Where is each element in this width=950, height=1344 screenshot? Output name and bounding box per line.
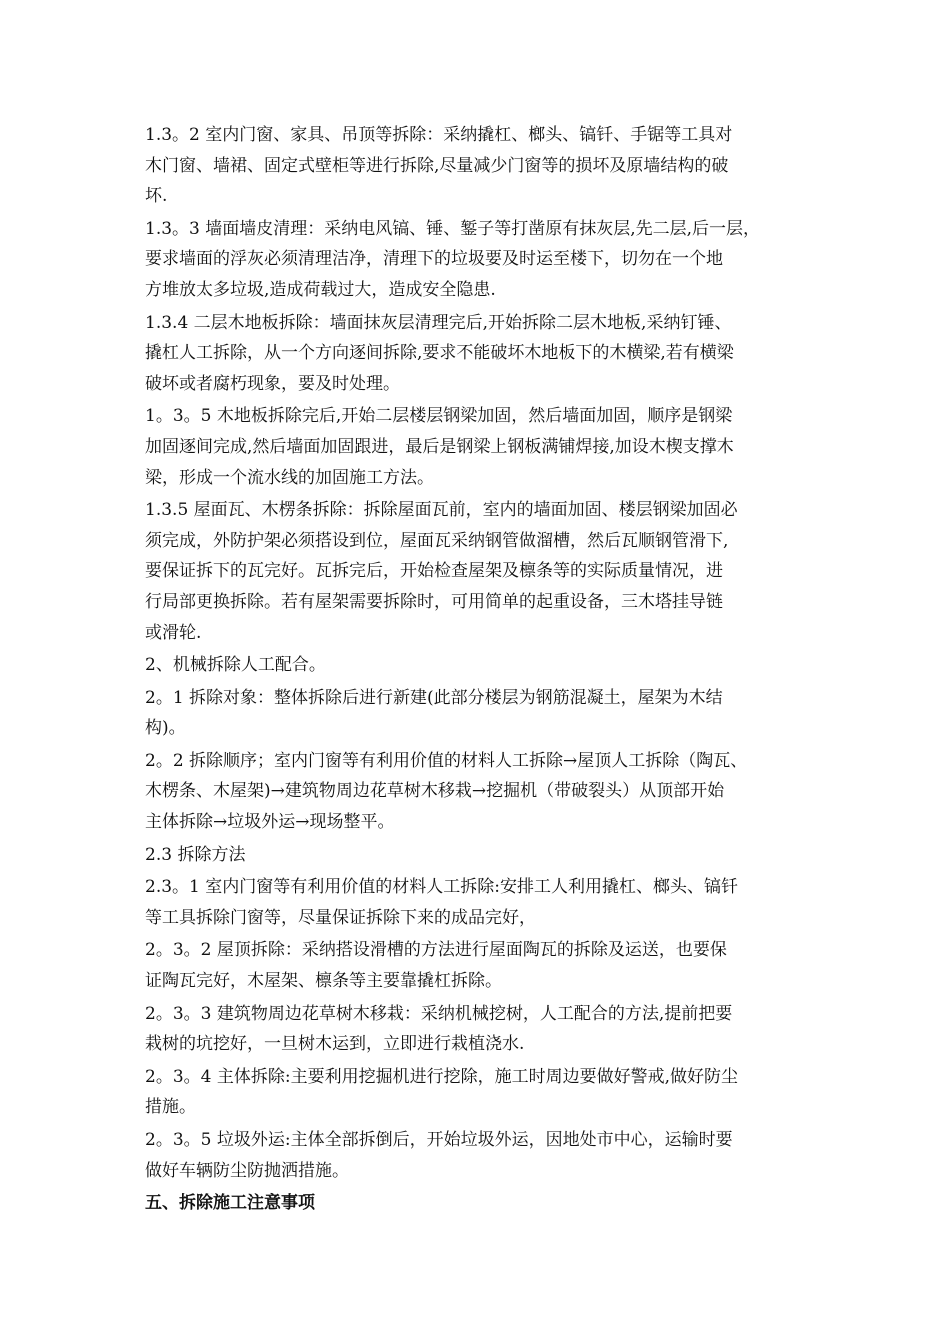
text-line: 或滑轮. <box>145 622 202 643</box>
paragraph <box>145 308 835 400</box>
text-line: 撬杠人工拆除，从一个方向逐间拆除,要求不能破坏木地板下的木横梁,若有横梁 <box>145 343 734 364</box>
paragraph <box>145 683 835 744</box>
text-line: 栽树的坑挖好，一旦树木运到，立即进行栽植浇水. <box>145 1034 525 1055</box>
text-line: 须完成，外防护架必须搭设到位，屋面瓦采纳钢管做溜槽，然后瓦顺钢管滑下, <box>145 530 729 551</box>
section-heading <box>145 1188 835 1219</box>
paragraph <box>145 935 835 996</box>
text-line: 等工具拆除门窗等，尽量保证拆除下来的成品完好， <box>145 907 536 928</box>
text-line: 构)。 <box>145 718 186 739</box>
text-line: 坏. <box>145 186 168 207</box>
text-line: 行局部更换拆除。若有屋架需要拆除时，可用简单的起重设备，三木塔挂导链 <box>145 591 723 612</box>
text-line: 2。3。4 主体拆除:主要利用挖掘机进行挖除，施工时周边要做好警戒,做好防尘 <box>145 1066 738 1087</box>
text-line: 证陶瓦完好，木屋架、檩条等主要靠撬杠拆除。 <box>145 971 502 992</box>
text-line: 2。3。5 垃圾外运:主体全部拆倒后，开始垃圾外运，因地处市中心，运输时要 <box>145 1130 733 1150</box>
text-line: 1.3.4 二层木地板拆除：墙面抹灰层清理完后,开始拆除二层木地板,采纳钉锤、 <box>145 312 732 333</box>
paragraph <box>145 999 835 1060</box>
text-line: 2。2 拆除顺序；室内门窗等有利用价值的材料人工拆除→屋顶人工拆除（陶瓦、 <box>145 750 748 771</box>
text-line: 方堆放太多垃圾,造成荷载过大，造成安全隐患. <box>145 279 496 300</box>
text-line: 木门窗、墙裙、固定式壁柜等进行拆除,尽量减少门窗等的损坏及原墙结构的破 <box>145 155 729 176</box>
paragraph <box>145 120 835 212</box>
text-line: 1.3。3 墙面墙皮清理：采纳电风镐、锤、錾子等打凿原有抹灰层,先二层,后一层， <box>145 218 761 239</box>
paragraph <box>145 214 835 306</box>
paragraph <box>145 840 835 871</box>
text-line: 加固逐间完成,然后墙面加固跟进，最后是钢梁上钢板满铺焊接,加设木楔支撑木 <box>145 436 734 457</box>
text-line: 主体拆除→垃圾外运→现场整平。 <box>145 812 395 833</box>
paragraph <box>145 872 835 933</box>
paragraph <box>145 650 835 681</box>
text-line: 梁，形成一个流水线的加固施工方法。 <box>145 467 434 488</box>
text-line: 要保证拆下的瓦完好。瓦拆完后，开始检查屋架及檩条等的实际质量情况，进 <box>145 561 723 582</box>
text-line: 2。3。3 建筑物周边花草树木移栽：采纳机械挖树，人工配合的方法,提前把要 <box>145 1003 733 1024</box>
text-line: 1。3。5 木地板拆除完后,开始二层楼层钢梁加固，然后墙面加固，顺序是钢梁 <box>145 406 733 427</box>
text-line: 1.3。2 室内门窗、家具、吊顶等拆除：采纳撬杠、榔头、镐钎、手锯等工具对 <box>145 125 733 145</box>
section-heading-text: 五、拆除施工注意事项 <box>145 1193 315 1214</box>
text-line: 2.3。1 室内门窗等有利用价值的材料人工拆除:安排工人利用撬杠、榔头、镐钎 <box>145 877 738 898</box>
text-line: 2。3。2 屋顶拆除：采纳搭设滑槽的方法进行屋面陶瓦的拆除及运送，也要保 <box>145 940 727 961</box>
paragraph <box>145 401 835 493</box>
text-line: 1.3.5 屋面瓦、木楞条拆除：拆除屋面瓦前，室内的墙面加固、楼层钢梁加固必 <box>145 500 738 521</box>
paragraph <box>145 746 835 838</box>
text-line: 要求墙面的浮灰必须清理洁净，清理下的垃圾要及时运至楼下，切勿在一个地 <box>145 249 723 270</box>
text-line: 2.3 拆除方法 <box>145 844 246 865</box>
text-line: 木楞条、木屋架)→建筑物周边花草树木移栽→挖掘机（带破裂头）从顶部开始 <box>145 781 725 802</box>
text-line: 2、机械拆除人工配合。 <box>145 655 326 676</box>
paragraph <box>145 1062 835 1123</box>
text-line: 破坏或者腐朽现象，要及时处理。 <box>145 373 400 394</box>
text-line: 做好车辆防尘防抛洒措施。 <box>145 1160 349 1181</box>
document-body <box>145 120 835 1221</box>
paragraph <box>145 495 835 648</box>
text-line: 措施。 <box>145 1097 196 1118</box>
paragraph <box>145 1125 835 1186</box>
text-line: 2。1 拆除对象：整体拆除后进行新建(此部分楼层为钢筋混凝土，屋架为木结 <box>145 687 723 708</box>
